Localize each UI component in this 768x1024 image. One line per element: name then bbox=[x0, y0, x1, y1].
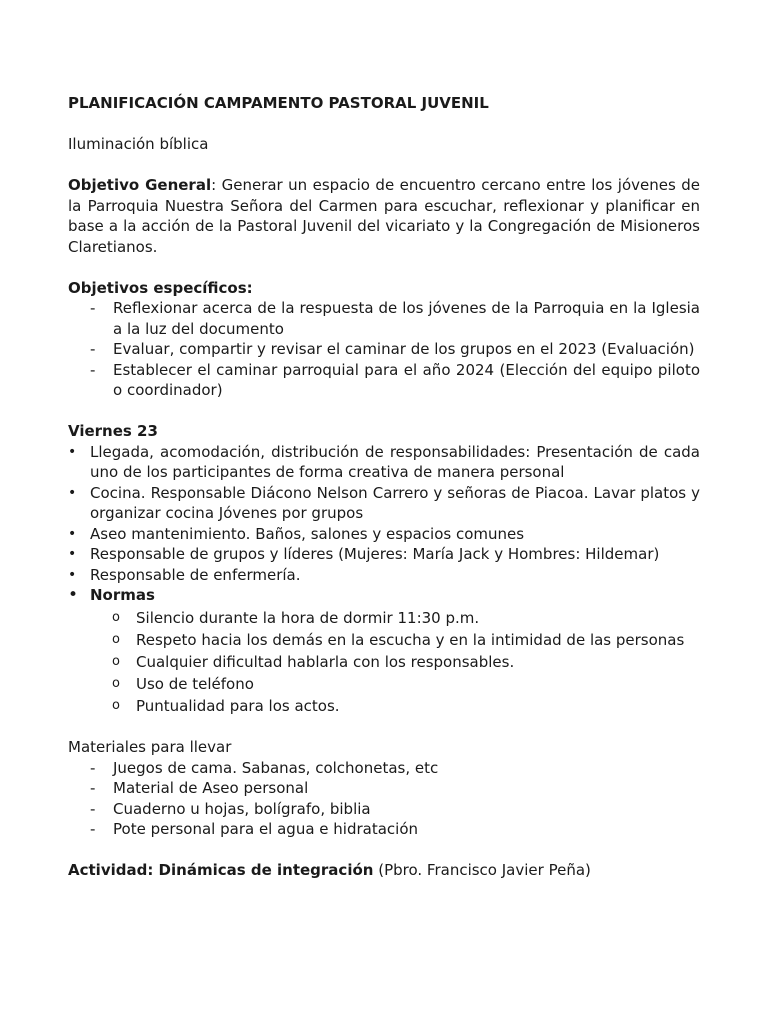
list-item: o Uso de teléfono bbox=[112, 674, 254, 693]
circle-marker: o bbox=[112, 653, 120, 669]
list-item: o Respeto hacia los demás en la escucha y en la intimidad de las personas bbox=[112, 630, 685, 649]
dash-marker: - bbox=[90, 299, 96, 317]
list-item: o Silencio durante la hora de dormir 11:30 p.m. bbox=[112, 608, 480, 627]
objetivo-general-paragraph bbox=[68, 175, 700, 257]
objetivos-especificos-list bbox=[68, 298, 700, 401]
list-item: - Establecer el caminar parroquial para el año 2024 (Elección del equipo piloto o coordinador) bbox=[90, 360, 700, 399]
bullet-marker: • bbox=[68, 546, 77, 562]
bullet-marker: • bbox=[68, 484, 77, 501]
list-item: • Aseo mantenimiento. Baños, salones y espacios comunes bbox=[68, 524, 525, 543]
bullet-marker: • bbox=[68, 585, 79, 605]
list-item: - Reflexionar acerca de la respuesta de los jóvenes de la Parroquia en la Iglesia a la luz del documento bbox=[90, 299, 700, 338]
materiales-list bbox=[68, 758, 700, 840]
list-item: • Responsable de grupos y líderes (Mujeres: María Jack y Hombres: Hildemar) bbox=[68, 545, 660, 563]
actividad-text: (Pbro. Francisco Javier Peña) bbox=[373, 861, 591, 879]
document-page bbox=[68, 93, 700, 881]
actividad-label: Actividad: Dinámicas de integración bbox=[68, 861, 374, 879]
list-item-normas bbox=[68, 585, 700, 606]
list-item: - Evaluar, compartir y revisar el caminar de los grupos en el 2023 (Evaluación) bbox=[90, 340, 695, 358]
dash-marker: - bbox=[90, 799, 96, 818]
circle-marker: o bbox=[112, 697, 120, 713]
bullet-marker: • bbox=[68, 443, 77, 460]
normas-heading: Normas bbox=[90, 586, 155, 604]
materiales-heading: Materiales para llevar bbox=[68, 738, 232, 756]
document-title: PLANIFICACIÓN CAMPAMENTO PASTORAL JUVENIL bbox=[68, 94, 489, 112]
objetivo-general-label: Objetivo General bbox=[68, 176, 212, 194]
objetivo-general-text: : Generar un espacio de encuentro cercano entre los jóvenes de la Parroquia Nuestra Señora del Carmen para escuchar, reflexionar y planificar en base a la acción de la Pastoral Juvenil del vicariato y la Congregación de Misioneros Claretianos. bbox=[68, 176, 701, 256]
dash-marker: - bbox=[90, 758, 96, 777]
dash-marker: - bbox=[90, 820, 96, 838]
list-item: • Cocina. Responsable Diácono Nelson Carrero y señoras de Piacoa. Lavar platos y organizar cocina Jóvenes por grupos bbox=[68, 483, 700, 522]
normas-list bbox=[68, 607, 700, 717]
dash-marker: - bbox=[90, 340, 96, 358]
bullet-marker: • bbox=[68, 566, 77, 583]
list-item: o Puntualidad para los actos. bbox=[112, 696, 340, 715]
dash-marker: - bbox=[90, 360, 96, 379]
bullet-marker: • bbox=[68, 525, 77, 542]
list-item: - Juegos de cama. Sabanas, colchonetas, etc bbox=[90, 758, 439, 777]
list-item: o Cualquier dificultad hablarla con los responsables. bbox=[112, 652, 515, 671]
circle-marker: o bbox=[112, 631, 120, 647]
list-item: - Cuaderno u hojas, bolígrafo, biblia bbox=[90, 799, 371, 818]
circle-marker: o bbox=[112, 609, 120, 625]
actividad-paragraph bbox=[68, 860, 700, 881]
circle-marker: o bbox=[112, 675, 120, 691]
list-item: - Pote personal para el agua e hidratación bbox=[90, 820, 419, 838]
viernes-heading: Viernes 23 bbox=[68, 422, 158, 440]
list-item: • Responsable de enfermería. bbox=[68, 565, 301, 584]
list-item: - Material de Aseo personal bbox=[90, 779, 309, 797]
list-item: • Llegada, acomodación, distribución de responsabilidades: Presentación de cada uno de los participantes de forma creativa de manera personal bbox=[68, 442, 700, 481]
viernes-list bbox=[68, 442, 700, 606]
document-subtitle: Iluminación bíblica bbox=[68, 135, 209, 153]
objetivos-especificos-heading: Objetivos específicos: bbox=[68, 278, 253, 297]
dash-marker: - bbox=[90, 779, 96, 797]
